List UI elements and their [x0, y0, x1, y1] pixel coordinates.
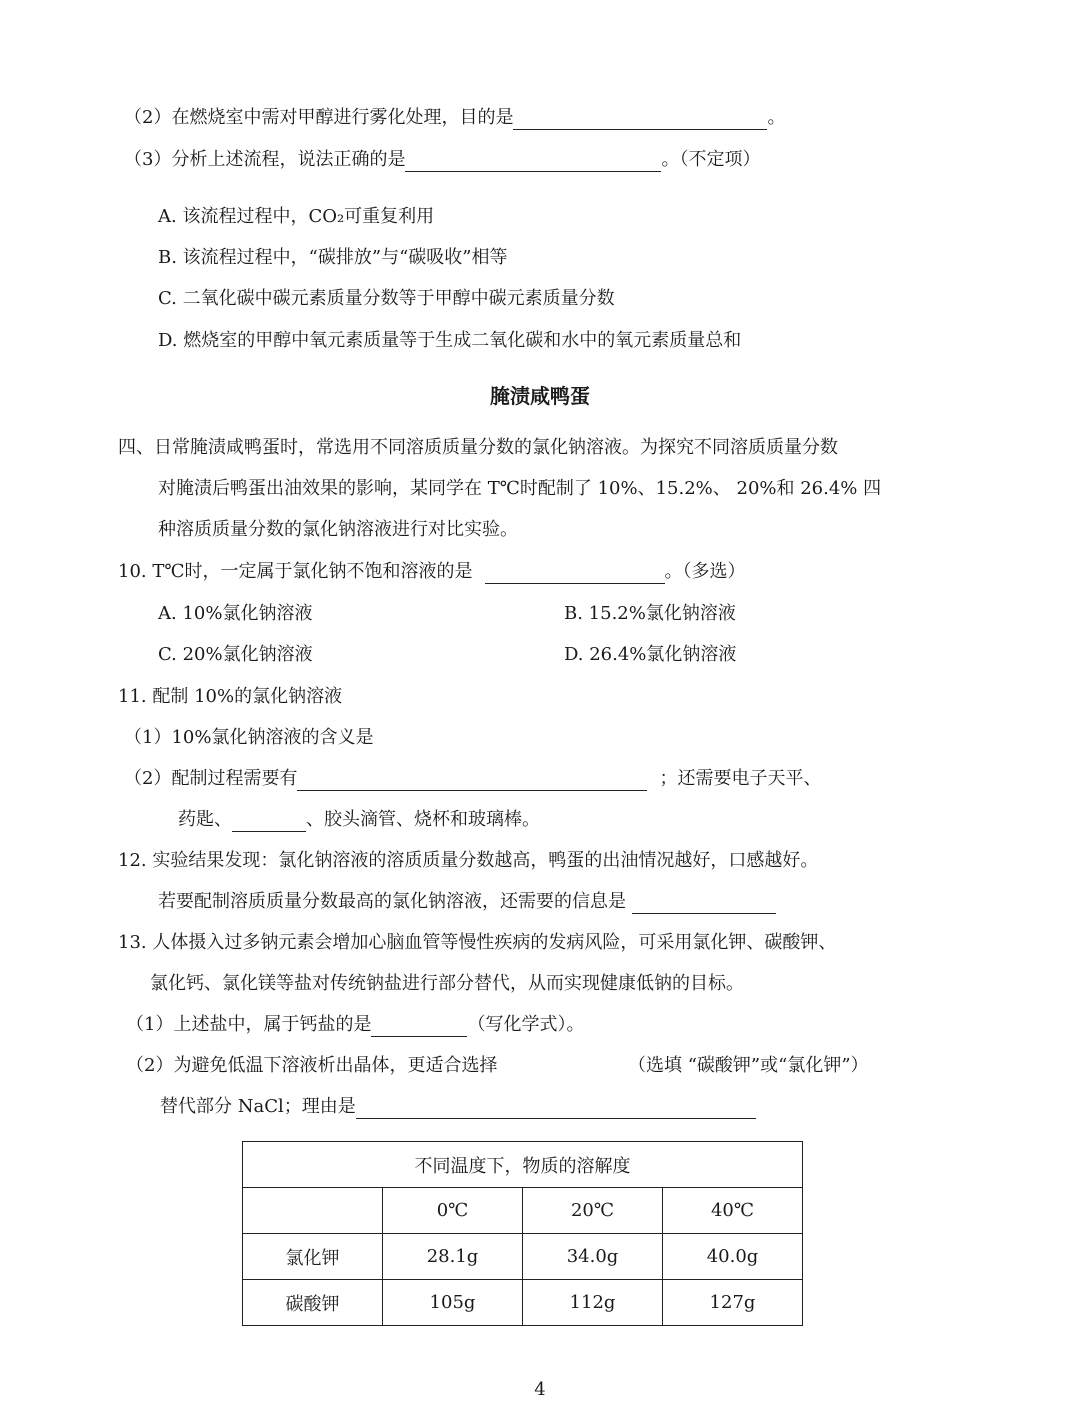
q9-part3 — [124, 148, 760, 172]
table-title-row — [243, 1142, 803, 1188]
table-header-0c: 0℃ — [383, 1188, 523, 1234]
section-title: 腌渍咸鸭蛋 — [490, 384, 590, 408]
q9-part2-text: （2）在燃烧室中需对甲醇进行雾化处理，目的是 — [124, 107, 514, 128]
q12-blank[interactable] — [632, 893, 776, 914]
q11-part2-line2 — [178, 808, 540, 832]
q9-part2 — [124, 106, 785, 130]
q9-option-c: C. 二氧化碳中碳元素质量分数等于甲醇中碳元素质量分数 — [158, 288, 615, 309]
q13-part1-blank[interactable] — [371, 1016, 467, 1037]
q13-line-2: 氯化钙、氯化镁等盐对传统钠盐进行部分替代，从而实现健康低钠的目标。 — [150, 973, 744, 994]
q10-option-d: D. 26.4%氯化钠溶液 — [564, 644, 737, 665]
q9-option-b: B. 该流程过程中，“碳排放”与“碳吸收”相等 — [158, 247, 508, 268]
intro-line-1: 四、日常腌渍咸鸭蛋时，常选用不同溶质质量分数的氯化钠溶液。为探究不同溶质质量分数 — [118, 437, 838, 458]
q11-part2-line2-blank[interactable] — [232, 811, 306, 832]
q13-part2-note: （选填 “碳酸钾”或“氯化钾”） — [628, 1055, 869, 1076]
q11-part2-blank[interactable] — [297, 770, 647, 791]
q13-part1 — [126, 1013, 584, 1037]
q13-reason-blank[interactable] — [356, 1098, 756, 1119]
q11-part1: （1）10%氯化钠溶液的含义是 — [124, 727, 374, 748]
intro-line-3: 种溶质质量分数的氯化钠溶液进行对比实验。 — [158, 519, 518, 540]
q13-part1-text: （1）上述盐中，属于钙盐的是 — [126, 1014, 372, 1035]
q12-line-1: 12. 实验结果发现：氯化钠溶液的溶质质量分数越高，鸭蛋的出油情况越好，口感越好。 — [118, 850, 819, 871]
q11-part2-line2-suffix: 、胶头滴管、烧杯和玻璃棒。 — [306, 809, 540, 830]
table-header-row — [243, 1188, 803, 1234]
q12-line-2-text: 若要配制溶质质量分数最高的氯化钠溶液，还需要的信息是 — [158, 891, 626, 912]
q11-part2-suffix: ；还需要电子天平、 — [659, 768, 822, 789]
q13-line-1: 13. 人体摄入过多钠元素会增加心脑血管等慢性疾病的发病风险，可采用氯化钾、碳酸钾、 — [118, 932, 837, 953]
q11-part2 — [124, 767, 821, 791]
q10-text: 10. T℃时，一定属于氯化钠不饱和溶液的是 — [118, 561, 473, 582]
q10-suffix: 。（多选） — [664, 561, 746, 582]
table-header-empty — [243, 1188, 383, 1234]
table-header-40c: 40℃ — [663, 1188, 803, 1234]
page-number: 4 — [534, 1379, 546, 1400]
table-header-20c: 20℃ — [523, 1188, 663, 1234]
q10-option-b: B. 15.2%氯化钠溶液 — [564, 603, 736, 624]
q13-part2-line2-text: 替代部分 NaCl；理由是 — [160, 1096, 356, 1117]
q11-part2-line2-text: 药匙、 — [178, 809, 232, 830]
q9-part2-blank[interactable] — [513, 109, 767, 130]
row-name-kcl: 氯化钾 — [243, 1234, 383, 1280]
cell-value: 28.1g — [383, 1234, 523, 1280]
q12-line-2 — [158, 890, 776, 914]
q9-part3-suffix: 。（不定项） — [661, 149, 761, 170]
table-row — [243, 1234, 803, 1280]
q11-part2-text: （2）配制过程需要有 — [124, 768, 298, 789]
q10-option-a: A. 10%氯化钠溶液 — [158, 603, 313, 624]
cell-value: 112g — [523, 1280, 663, 1326]
cell-value: 40.0g — [663, 1234, 803, 1280]
q13-part1-suffix: （写化学式）。 — [467, 1014, 585, 1035]
table-row — [243, 1280, 803, 1326]
q10-option-c: C. 20%氯化钠溶液 — [158, 644, 313, 665]
q10-blank[interactable] — [485, 563, 665, 584]
q9-part2-suffix: 。 — [767, 107, 786, 128]
q9-option-a: A. 该流程过程中，CO₂可重复利用 — [158, 206, 435, 227]
q10-stem — [118, 560, 746, 584]
q13-part2-line2 — [160, 1095, 756, 1119]
intro-line-2: 对腌渍后鸭蛋出油效果的影响，某同学在 T℃时配制了 10%、15.2%、 20%和 26.4% 四 — [158, 478, 882, 499]
solubility-table — [242, 1141, 803, 1326]
q9-part3-text: （3）分析上述流程，说法正确的是 — [124, 149, 406, 170]
cell-value: 127g — [663, 1280, 803, 1326]
q13-part2: （2）为避免低温下溶液析出晶体，更适合选择 — [126, 1055, 498, 1076]
cell-value: 34.0g — [523, 1234, 663, 1280]
cell-value: 105g — [383, 1280, 523, 1326]
row-name-k2co3: 碳酸钾 — [243, 1280, 383, 1326]
q11-stem: 11. 配制 10%的氯化钠溶液 — [118, 686, 343, 707]
q9-part3-blank[interactable] — [405, 151, 661, 172]
q9-option-d: D. 燃烧室的甲醇中氧元素质量等于生成二氧化碳和水中的氧元素质量总和 — [158, 330, 742, 351]
table-title: 不同温度下，物质的溶解度 — [243, 1142, 803, 1188]
